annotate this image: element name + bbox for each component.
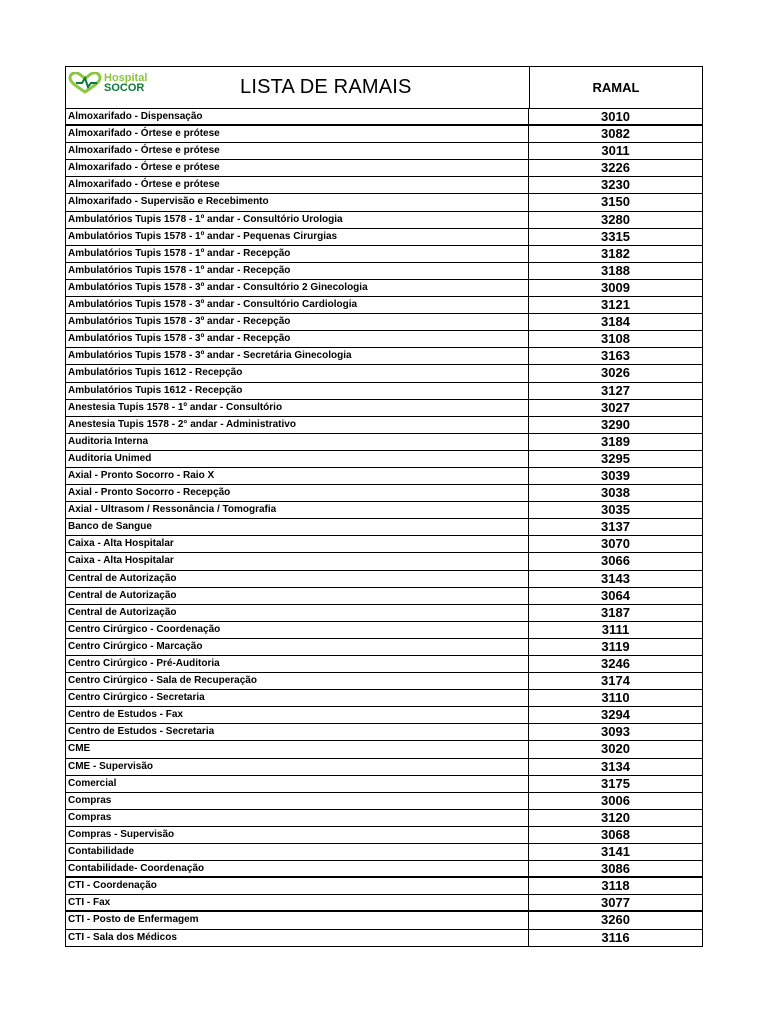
table-row (66, 331, 702, 348)
department-name-cell: Banco de Sangue (66, 519, 529, 535)
department-name-cell: CTI - Sala dos Médicos (66, 930, 529, 946)
table-row (66, 160, 702, 177)
extension-number-cell: 3118 (601, 878, 630, 894)
extension-number-cell: 3009 (601, 279, 630, 295)
department-name-cell: Ambulatórios Tupis 1578 - 1º andar - Pequenas Cirurgias (66, 229, 529, 245)
table-row (66, 212, 702, 229)
table-row (66, 263, 702, 280)
department-name-cell: Ambulatórios Tupis 1578 - 3º andar - Consultório Cardiologia (66, 297, 529, 313)
extension-number-cell: 3226 (601, 160, 630, 176)
extension-number-cell: 3246 (601, 656, 630, 671)
extension-number-cell: 3035 (601, 502, 630, 518)
extension-number-cell: 3137 (601, 519, 630, 535)
extension-list-sheet (65, 66, 703, 947)
table-row (66, 143, 702, 160)
department-name-cell: Caixa - Alta Hospitalar (66, 536, 529, 552)
department-name-cell: Anestesia Tupis 1578 - 2° andar - Administrativo (66, 417, 529, 433)
department-name-cell: Ambulatórios Tupis 1578 - 1º andar - Consultório Urologia (66, 212, 529, 228)
department-name-cell: Central de Autorização (66, 571, 529, 587)
table-row (66, 229, 702, 246)
extension-number-cell: 3141 (601, 844, 630, 860)
department-name-cell: Comercial (66, 776, 529, 792)
table-row (66, 451, 702, 468)
department-name-cell: CME - Supervisão (66, 759, 529, 775)
table-row (66, 502, 702, 519)
header-ramal-cell (530, 67, 702, 108)
heart-logo-icon (68, 72, 102, 94)
department-name-cell: Axial - Pronto Socorro - Raio X (66, 468, 529, 484)
extension-number-cell: 3280 (601, 211, 630, 227)
extension-number-cell: 3108 (601, 331, 630, 347)
department-name-cell: Ambulatórios Tupis 1578 - 1º andar - Recepção (66, 263, 529, 279)
extension-number-cell: 3182 (601, 245, 630, 261)
table-header (65, 66, 703, 109)
extension-number-cell: 3294 (601, 707, 630, 723)
table-row (66, 109, 702, 126)
department-name-cell: Ambulatórios Tupis 1578 - 1º andar - Recepção (66, 246, 529, 262)
department-name-cell: CME (66, 741, 529, 757)
extension-number-cell: 3077 (601, 895, 630, 911)
department-name-cell: Almoxarifado - Supervisão e Recebimento (66, 194, 529, 210)
extension-table-body (65, 109, 703, 947)
extension-number-cell: 3188 (601, 262, 630, 278)
table-row (66, 810, 702, 827)
department-name-cell: Ambulatórios Tupis 1578 - 3º andar - Recepção (66, 314, 529, 330)
department-name-cell: Almoxarifado - Dispensação (66, 109, 529, 124)
department-name-cell: Almoxarifado - Órtese e prótese (66, 126, 529, 142)
department-name-cell: Almoxarifado - Órtese e prótese (66, 143, 529, 159)
table-row (66, 434, 702, 451)
table-row (66, 280, 702, 297)
table-row (66, 588, 702, 605)
extension-number-cell: 3150 (601, 194, 630, 210)
table-row (66, 126, 702, 143)
header-title-cell (66, 67, 530, 108)
department-name-cell: CTI - Posto de Enfermagem (66, 912, 529, 928)
extension-number-cell: 3174 (601, 673, 630, 689)
department-name-cell: Central de Autorização (66, 605, 529, 621)
department-name-cell: Ambulatórios Tupis 1578 - 3º andar - Secretária Ginecologia (66, 348, 529, 364)
table-row (66, 314, 702, 331)
extension-number-cell: 3070 (601, 536, 630, 552)
table-row (66, 605, 702, 622)
extension-number-cell: 3121 (601, 297, 630, 313)
table-row (66, 912, 702, 929)
department-name-cell: Almoxarifado - Órtese e prótese (66, 177, 529, 193)
extension-number-cell: 3086 (601, 861, 630, 877)
table-row (66, 553, 702, 570)
extension-number-cell: 3120 (601, 809, 630, 825)
extension-number-cell: 3175 (601, 775, 630, 791)
page-title: LISTA DE RAMAIS (240, 76, 412, 98)
department-name-cell: Centro Cirúrgico - Secretaria (66, 690, 529, 706)
hospital-logo (68, 72, 147, 94)
extension-number-cell: 3039 (601, 467, 630, 483)
table-row (66, 639, 702, 656)
department-name-cell: Axial - Pronto Socorro - Recepção (66, 485, 529, 501)
logo-hospital-text: Hospital (104, 72, 148, 84)
extension-number-cell: 3260 (601, 912, 630, 928)
extension-number-cell: 3187 (601, 604, 630, 620)
department-name-cell: Centro de Estudos - Secretaria (66, 724, 529, 740)
table-row (66, 622, 702, 639)
table-row (66, 297, 702, 314)
table-row (66, 741, 702, 758)
department-name-cell: Almoxarifado - Órtese e prótese (66, 160, 529, 176)
extension-number-cell: 3189 (601, 433, 630, 449)
logo-socor-text: SOCOR (104, 82, 145, 94)
extension-number-cell: 3143 (601, 570, 630, 586)
table-row (66, 724, 702, 741)
table-row (66, 878, 702, 895)
department-name-cell: Centro Cirúrgico - Pré-Auditoria (66, 656, 529, 672)
table-row (66, 895, 702, 912)
table-row (66, 571, 702, 588)
table-row (66, 348, 702, 365)
department-name-cell: Contabilidade- Coordenação (66, 861, 529, 876)
extension-number-cell: 3066 (601, 553, 630, 569)
table-row (66, 177, 702, 194)
table-row (66, 827, 702, 844)
extension-number-cell: 3082 (601, 126, 630, 142)
table-row (66, 861, 702, 878)
extension-number-cell: 3020 (601, 741, 630, 757)
table-row (66, 759, 702, 776)
extension-number-cell: 3127 (601, 382, 630, 398)
table-row (66, 930, 702, 947)
table-row (66, 793, 702, 810)
table-row (66, 844, 702, 861)
department-name-cell: Anestesia Tupis 1578 - 1º andar - Consultório (66, 400, 529, 416)
extension-number-cell: 3010 (601, 109, 630, 124)
ramal-column-header: RAMAL (592, 80, 640, 95)
table-row (66, 519, 702, 536)
department-name-cell: Axial - Ultrasom / Ressonância / Tomografia (66, 502, 529, 518)
extension-number-cell: 3163 (601, 348, 630, 364)
department-name-cell: Ambulatórios Tupis 1612 - Recepção (66, 383, 529, 399)
extension-number-cell: 3295 (601, 450, 630, 466)
extension-number-cell: 3290 (601, 416, 630, 432)
department-name-cell: Compras (66, 793, 529, 809)
extension-number-cell: 3027 (601, 399, 630, 415)
department-name-cell: Central de Autorização (66, 588, 529, 604)
table-row (66, 673, 702, 690)
extension-number-cell: 3110 (601, 690, 630, 706)
extension-number-cell: 3011 (601, 143, 630, 159)
extension-number-cell: 3026 (601, 365, 630, 381)
extension-number-cell: 3315 (601, 228, 630, 244)
table-row (66, 383, 702, 400)
department-name-cell: CTI - Coordenação (66, 878, 529, 894)
table-row (66, 194, 702, 211)
department-name-cell: Auditoria Interna (66, 434, 529, 450)
department-name-cell: Centro de Estudos - Fax (66, 707, 529, 723)
department-name-cell: Centro Cirúrgico - Coordenação (66, 622, 529, 638)
department-name-cell: Centro Cirúrgico - Sala de Recuperação (66, 673, 529, 689)
table-row (66, 246, 702, 263)
extension-number-cell: 3064 (601, 587, 630, 603)
department-name-cell: Ambulatórios Tupis 1612 - Recepção (66, 365, 529, 381)
extension-number-cell: 3184 (601, 314, 630, 330)
extension-number-cell: 3134 (601, 758, 630, 774)
extension-number-cell: 3068 (601, 826, 630, 842)
department-name-cell: Contabilidade (66, 844, 529, 860)
extension-number-cell: 3116 (601, 929, 630, 945)
table-row (66, 776, 702, 793)
table-row (66, 468, 702, 485)
extension-number-cell: 3093 (601, 724, 630, 740)
extension-number-cell: 3230 (601, 177, 630, 193)
extension-number-cell: 3006 (601, 792, 630, 808)
table-row (66, 707, 702, 724)
department-name-cell: Caixa - Alta Hospitalar (66, 553, 529, 569)
department-name-cell: Ambulatórios Tupis 1578 - 3º andar - Consultório 2 Ginecologia (66, 280, 529, 296)
table-row (66, 400, 702, 417)
department-name-cell: Auditoria Unimed (66, 451, 529, 467)
department-name-cell: CTI - Fax (66, 895, 529, 910)
table-row (66, 656, 702, 673)
table-row (66, 690, 702, 707)
table-row (66, 417, 702, 434)
table-row (66, 536, 702, 553)
extension-number-cell: 3119 (601, 638, 630, 654)
extension-number-cell: 3038 (601, 485, 630, 501)
department-name-cell: Centro Cirúrgico - Marcação (66, 639, 529, 655)
extension-number-cell: 3111 (601, 621, 630, 637)
department-name-cell: Compras (66, 810, 529, 826)
table-row (66, 485, 702, 502)
department-name-cell: Ambulatórios Tupis 1578 - 3º andar - Recepção (66, 331, 529, 347)
department-name-cell: Compras - Supervisão (66, 827, 529, 843)
table-row (66, 365, 702, 382)
